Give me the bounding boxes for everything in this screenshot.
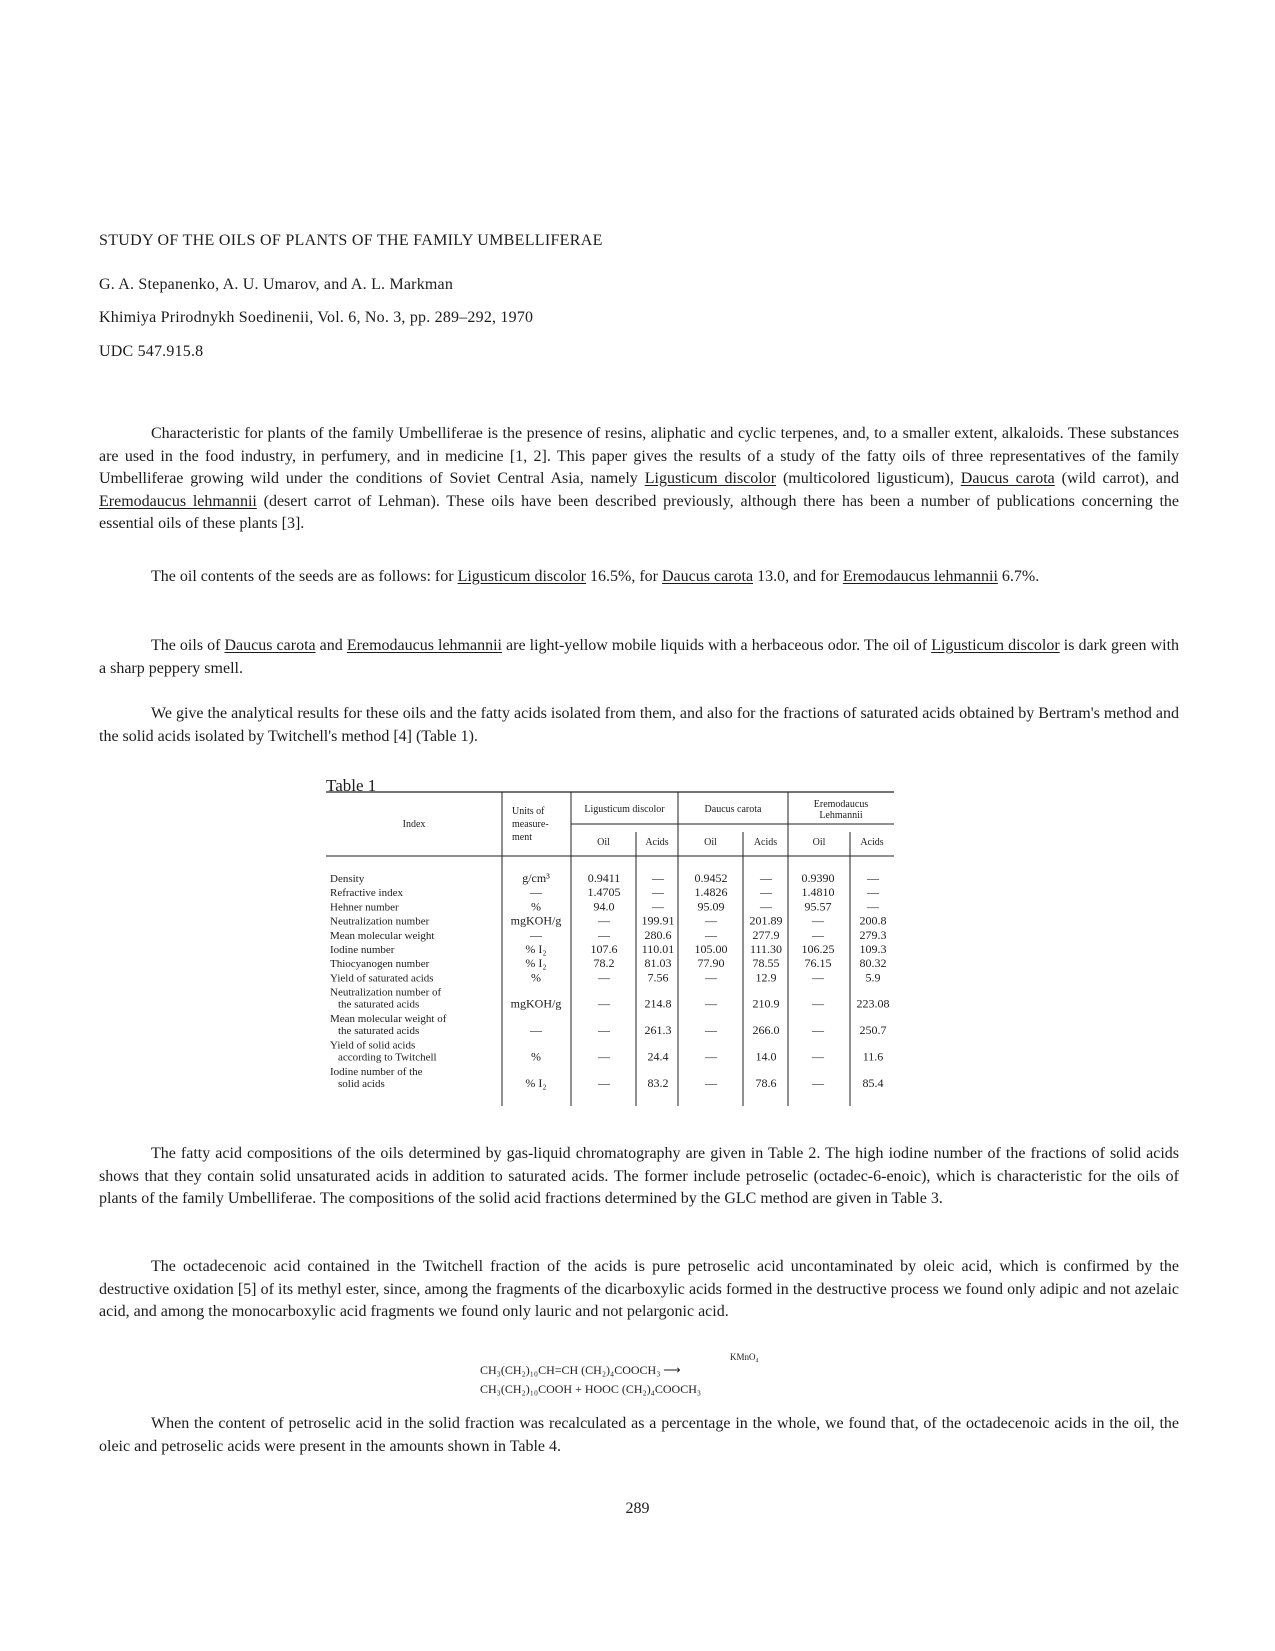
row-label: Hehner number [330,901,399,914]
article-title: STUDY OF THE OILS OF PLANTS OF THE FAMILY UMBELLIFERAE [99,232,603,249]
row-label: Iodine number [330,944,395,956]
row-value: 24.4 [647,1049,669,1064]
row-value: — [812,1076,824,1091]
row-value: — [812,913,824,928]
row-label: Neutralization number [330,915,430,928]
row-value: — [652,871,664,885]
row-value: — [652,885,664,900]
header-acids: Acids [753,837,778,848]
row-value: 105.00 [694,942,728,956]
row-value: 14.0 [755,1049,777,1064]
species-name: Eremodaucus lehmannii [346,637,502,654]
header-species: Daucus carota [704,804,762,815]
text-run: 13.0, and for [753,568,843,585]
equation-line-1: CH₃(CH₂)₁₀CH=CH (CH₂)₄COOCH₃ ⟶ [480,1363,681,1377]
authors: G. A. Stepanenko, A. U. Umarov, and A. L. Markman [99,276,454,293]
row-value: — [760,871,772,885]
row-value: 109.3 [859,942,887,956]
row-label: the saturated acids [338,1025,420,1038]
row-value: — [760,885,772,900]
row-value: — [598,996,610,1011]
text-run: The oils of [151,637,225,654]
row-label: Iodine number of the [330,1066,423,1079]
row-value: 78.6 [755,1076,777,1091]
paragraph-7 [99,1413,1179,1458]
row-value: — [812,1023,824,1038]
header-species: Eremodaucus [813,799,869,810]
row-value: 280.6 [644,927,672,942]
text-run: We give the analytical results for these oils and the fatty acids isolated from them, and also for the fractions of saturated acids obtained by Bertram's method and the solid acids isolated by Twitchell's method [4] (Table 1). [99,705,1179,745]
table-caption: Table 1 [326,776,377,795]
header-oil: Oil [704,837,717,848]
row-unit: — [530,1023,542,1038]
journal-reference: Khimiya Prirodnykh Soedinenii, Vol. 6, No. 3, pp. 289–292, 1970 [99,309,534,326]
text-run: are light-yellow mobile liquids with a herbaceous odor. The oil of [501,637,932,654]
row-value: — [598,1023,610,1038]
row-value: — [867,885,879,900]
row-value: 266.0 [752,1023,780,1038]
row-value: 1.4810 [801,885,835,900]
species-name: Daucus carota [224,637,316,654]
row-value: 250.7 [859,1023,887,1038]
row-value: 11.6 [862,1049,884,1064]
text-run: The fatty acid compositions of the oils determined by gas-liquid chromatography are given in Table 2. The high iodine number of the fractions of solid acids shows that they contain solid unsaturated acids in addition to saturated acids. The former include petroselic (octadec-6-enoic), which is characteristic for the oils of plants of the family Umbelliferae. The compositions of the solid acid fractions determined by the GLC method are given in Table 3. [99,1145,1179,1207]
row-unit: % I₂ [525,942,547,956]
row-unit: g/cm³ [522,871,550,885]
row-value: — [705,996,717,1011]
text-run: Characteristic for plants of the family Umbelliferae is the presence of resins, aliphatic and cyclic terpenes, and, to a smaller extent, alkaloids. These substances are used in the food industry, in perfumery, and in medicine [1, 2]. This paper gives the results of a study of the fatty oils of three representatives of the family Umbelliferae growing wild under the conditions of Soviet Central Asia, namely [99,425,1179,487]
row-value: 0.9452 [694,871,728,885]
text-run: 6.7%. [997,568,1040,585]
row-value: — [867,899,879,914]
equation-line-2: CH₃(CH₂)₁₀COOH + HOOC (CH₂)₄COOCH₃ [480,1382,702,1396]
row-value: 279.3 [859,927,887,942]
text-run: (desert carrot of Lehman). These oils have been described previously, although there has been a number of publications concerning the essential oils of these plants [3]. [99,492,1180,532]
row-label: the saturated acids [338,998,420,1011]
row-value: — [705,927,717,942]
table-1 [326,790,896,1108]
text-run: (multicolored ligusticum), [776,470,961,487]
text-run: (wild carrot), and [1054,470,1180,487]
row-value: 110.01 [641,942,675,956]
header-oil: Oil [812,837,826,848]
row-unit: mgKOH/g [510,913,562,928]
row-value: 1.4826 [694,885,728,900]
row-unit: — [530,927,542,942]
paragraph-4 [99,703,1179,748]
row-value: 223.08 [856,996,890,1011]
paragraph-1 [99,423,1179,536]
row-value: — [705,913,717,928]
header-acids: Acids [645,837,669,848]
header-species: Lehmannii [819,810,863,821]
row-value: — [812,1049,824,1064]
row-unit: mgKOH/g [510,996,562,1011]
row-value: 214.8 [644,996,672,1011]
row-value: 210.9 [752,996,780,1011]
species-name: Eremodaucus lehmannii [99,492,257,510]
header-acids: Acids [860,837,884,848]
row-unit: % [531,970,541,985]
species-name: Daucus carota [960,470,1055,487]
row-value: — [812,996,824,1011]
page-number: 289 [625,1500,650,1517]
row-label: Mean molecular weight of [330,1013,447,1026]
row-label: according to Twitchell [338,1051,437,1064]
row-value: 111.30 [749,942,783,956]
row-value: 77.90 [697,956,725,971]
paragraph-2 [99,566,1179,589]
header-units: Units of [512,806,545,817]
row-label: Mean molecular weight [330,929,435,942]
paragraph-3 [99,635,1179,680]
row-value: — [705,1023,717,1038]
header-index: Index [402,819,426,830]
paragraph-5 [99,1143,1179,1211]
row-value: — [812,970,824,985]
text-run: and [315,637,347,654]
row-value: 0.9411 [587,871,621,885]
row-label: Yield of solid acids [330,1039,416,1052]
row-value: — [598,1076,610,1091]
row-value: 78.2 [593,956,615,971]
text-run: The oil contents of the seeds are as follows: for [151,568,458,585]
row-value: 76.15 [804,956,832,971]
row-value: 95.57 [804,899,832,914]
row-value: — [598,927,610,942]
row-value: 106.25 [801,942,835,956]
row-value: 277.9 [752,927,780,942]
row-value: — [598,1049,610,1064]
text-run: When the content of petroselic acid in the solid fraction was recalculated as a percentage in the whole, we found that, of the octadecenoic acids in the oil, the oleic and petroselic acids were present in the amounts shown in Table 4. [99,1415,1179,1455]
row-label: solid acids [338,1078,385,1091]
row-value: — [867,871,879,885]
row-value: 199.91 [641,913,675,928]
text-run: is dark green with a sharp peppery smell. [99,637,1180,677]
paragraph-6 [99,1256,1179,1324]
row-value: 0.9390 [801,871,835,885]
row-value: — [598,913,610,928]
row-value: — [705,970,717,985]
header-units: ment [512,832,532,843]
row-unit: % [531,1049,541,1064]
row-value: — [598,970,610,985]
row-label: Refractive index [330,887,403,900]
row-value: 1.4705 [587,885,621,900]
row-value: — [705,1049,717,1064]
header-species: Ligusticum discolor [584,804,665,815]
row-value: 85.4 [862,1076,884,1091]
row-value: 94.0 [593,899,615,914]
text-run: 16.5%, for [586,568,662,585]
row-value: 200.8 [859,913,887,928]
row-value: 95.09 [697,899,725,914]
row-unit: % I₂ [525,956,547,971]
row-value: 107.6 [590,942,618,956]
row-value: 261.3 [644,1023,672,1038]
row-label: Yield of saturated acids [330,972,434,985]
species-name: Ligusticum discolor [644,470,777,487]
row-unit: % [531,899,541,914]
row-value: — [812,927,824,942]
header-units: measure- [512,819,549,830]
species-name: Eremodaucus lehmannii [842,568,998,585]
text-run: The octadecenoic acid contained in the Twitchell fraction of the acids is pure petroselic acid uncontaminated by oleic acid, which is confirmed by the destructive oxidation [5] of its methyl ester, since, among the fragments of the dicarboxylic acids formed in the destructive process we found only adipic and not azelaic acid, and among the monocarboxylic acid fragments we found only lauric and not pelargonic acid. [99,1258,1179,1320]
row-value: 78.55 [752,956,780,971]
udc-code: UDC 547.915.8 [99,343,204,360]
row-value: 80.32 [859,956,887,971]
row-value: 7.56 [647,970,669,985]
row-value: 5.9 [865,970,881,985]
row-value: — [760,899,772,914]
header-oil: Oil [597,837,610,848]
row-value: — [652,899,664,914]
species-name: Daucus carota [662,568,754,585]
row-value: 12.9 [755,970,777,985]
row-unit: % I₂ [525,1076,547,1091]
row-value: 83.2 [647,1076,669,1091]
row-label: Density [330,873,365,885]
row-value: 201.89 [749,913,783,928]
species-name: Ligusticum discolor [457,568,587,585]
table-1-graphic [326,790,896,1108]
equation-reagent: KMnO₄ [730,1352,759,1362]
row-value: — [705,1076,717,1091]
species-name: Ligusticum discolor [931,637,1060,654]
row-value: 81.03 [644,956,672,971]
row-unit: — [530,885,542,900]
row-label: Thiocyanogen number [330,958,430,971]
row-label: Neutralization number of [330,986,442,999]
